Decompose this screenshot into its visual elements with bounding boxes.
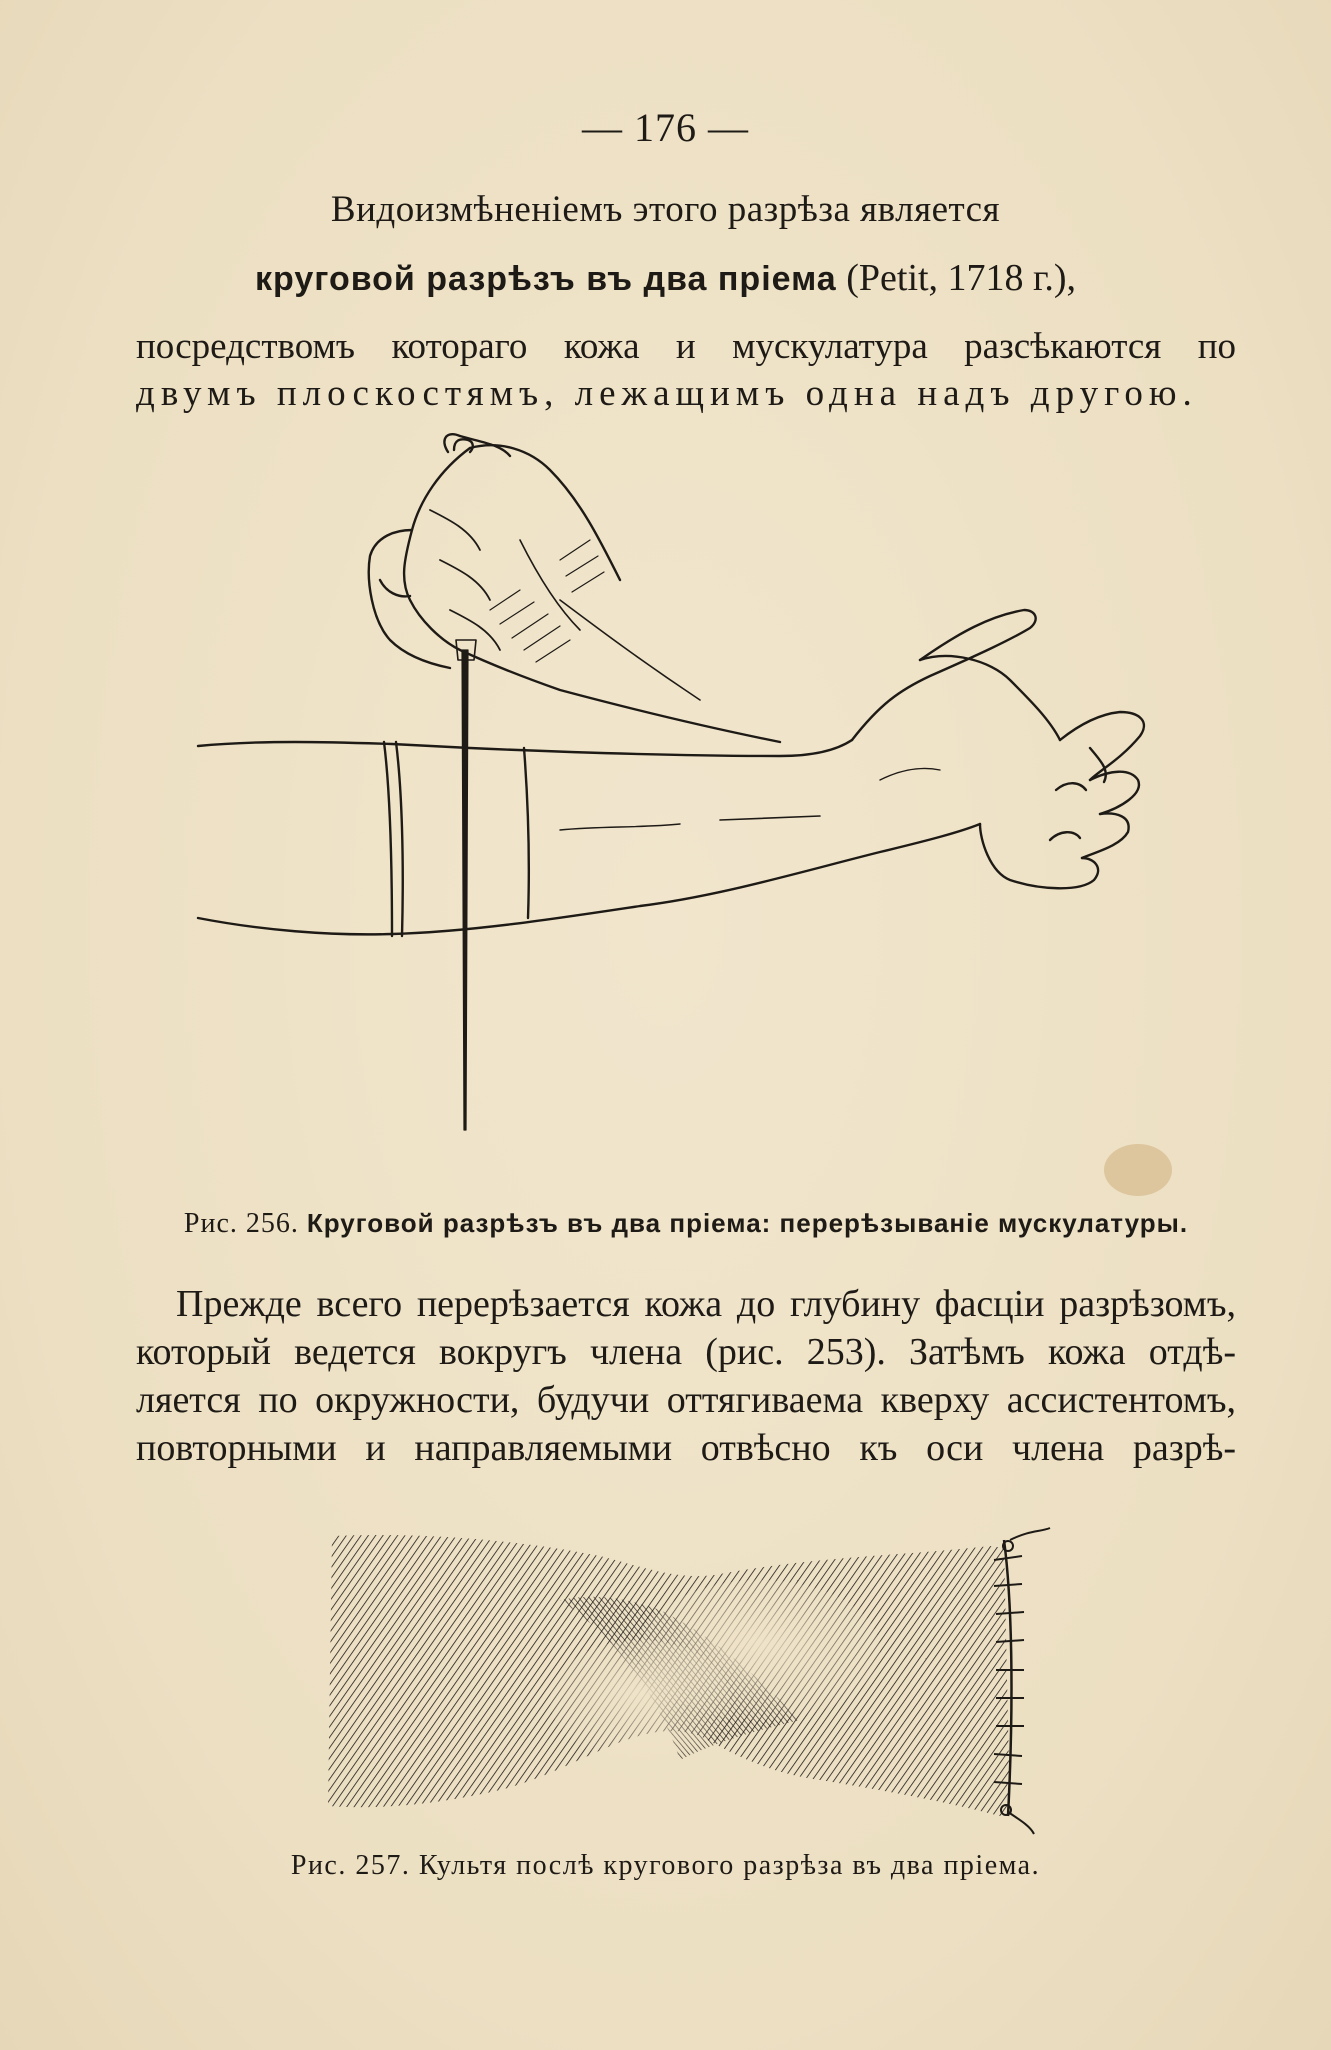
- paragraph1-line2: двумъ плоскостямъ, лежащимъ одна надъ другою.: [136, 373, 1198, 414]
- figure-257-caption: Рис. 257. Культя послѣ кругового разрѣза въ два пріема.: [290, 1850, 1041, 1881]
- figure-256-label: Рис. 256.: [183, 1208, 299, 1239]
- figure-256-text: Круговой разрѣзъ въ два пріема: перерѣзываніе мускулатуры.: [306, 1208, 1189, 1238]
- page-number: — 176 —: [582, 105, 749, 150]
- intro-line: Видоизмѣненіемъ этого разрѣза является: [330, 189, 1001, 230]
- intro-bold-term: круговой разрѣзъ въ два пріема: [254, 260, 837, 298]
- paragraph2-line3: ляется по окружности, будучи оттягиваема кверху ассистентомъ,: [136, 1379, 1236, 1421]
- paragraph1-line1: посредствомъ котораго кожа и мускулатура разсѣкаются по: [136, 326, 1236, 367]
- paragraph2-line4: повторными и направляемыми отвѣсно къ оси члена разрѣ-: [136, 1427, 1236, 1469]
- intro-reference: (Petit, 1718 г.),: [846, 257, 1077, 299]
- paragraph2-line1: Прежде всего перерѣзается кожа до глубину фасціи разрѣзомъ,: [176, 1283, 1236, 1325]
- paragraph2-line2: который ведется вокругъ члена (рис. 253). Затѣмъ кожа отдѣ-: [136, 1331, 1236, 1373]
